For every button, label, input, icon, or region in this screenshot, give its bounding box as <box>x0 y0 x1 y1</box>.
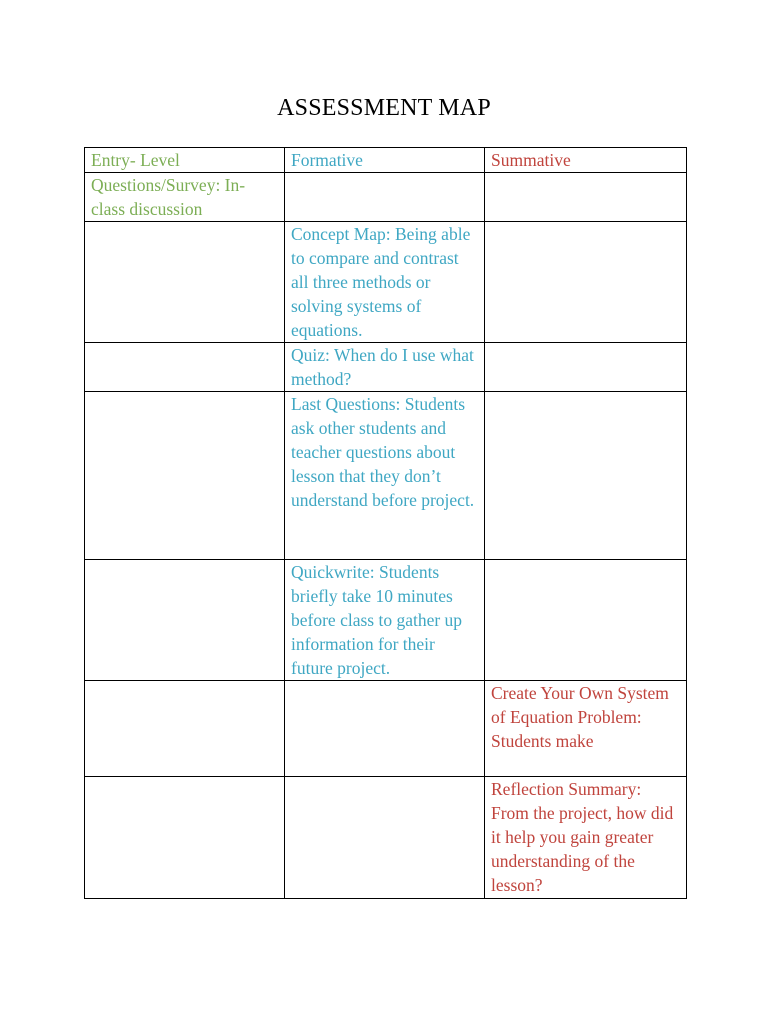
assessment-map-table <box>84 147 687 899</box>
table-cell-entry-level <box>85 222 285 343</box>
table-cell-formative: Concept Map: Being able to compare and contrast all three methods or solving systems of equations. <box>285 222 485 343</box>
table-row <box>85 560 687 681</box>
table-cell-summative <box>485 222 687 343</box>
table-cell-formative: Quickwrite: Students briefly take 10 minutes before class to gather up information for their future project. <box>285 560 485 681</box>
table-cell-summative <box>485 392 687 560</box>
table-cell-summative <box>485 343 687 392</box>
page-title: ASSESSMENT MAP <box>277 95 491 121</box>
table-row <box>85 173 687 222</box>
table-row <box>85 777 687 899</box>
table-cell-formative <box>285 173 485 222</box>
table-cell-summative: Reflection Summary: From the project, how did it help you gain greater understanding of the lesson? <box>485 777 687 899</box>
table-cell-summative <box>485 560 687 681</box>
header-summative: Summative <box>485 148 687 173</box>
table-cell-summative <box>485 173 687 222</box>
table-header-row <box>85 148 687 173</box>
table-cell-formative: Quiz: When do I use what method? <box>285 343 485 392</box>
table-row <box>85 392 687 560</box>
table-cell-formative <box>285 681 485 777</box>
table-cell-entry-level <box>85 560 285 681</box>
table-cell-entry-level: Questions/Survey: In-class discussion <box>85 173 285 222</box>
table-row <box>85 222 687 343</box>
header-formative: Formative <box>285 148 485 173</box>
table-cell-entry-level <box>85 343 285 392</box>
table-cell-entry-level <box>85 777 285 899</box>
table-cell-summative: Create Your Own System of Equation Problem: Students make <box>485 681 687 777</box>
table-cell-formative <box>285 777 485 899</box>
table-cell-entry-level <box>85 681 285 777</box>
table-cell-entry-level <box>85 392 285 560</box>
header-entry-level: Entry- Level <box>85 148 285 173</box>
table-row <box>85 681 687 777</box>
table-row <box>85 343 687 392</box>
table-cell-formative: Last Questions: Students ask other students and teacher questions about lesson that they don’t understand before project. <box>285 392 485 560</box>
